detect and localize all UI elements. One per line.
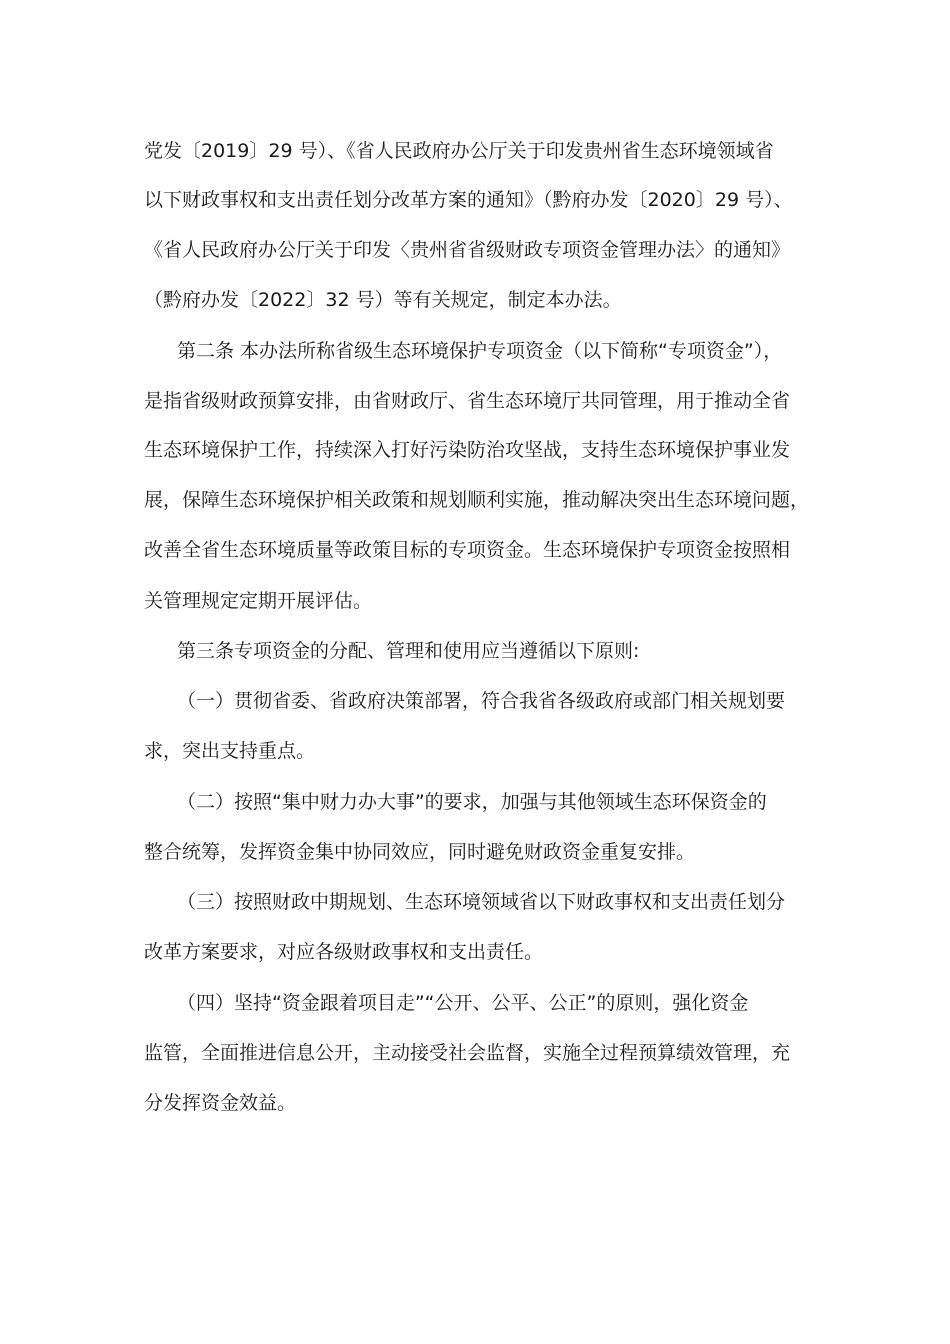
- text-line: 党发〔2019〕29 号）、《省人民政府办公厅关于印发贵州省生态环境领域省: [144, 140, 774, 162]
- principle-4-line: （四）坚持“资金跟着项目走”“公开、公平、公正”的原则，强化资金: [177, 992, 749, 1014]
- principle-3-line: （三）按照财政中期规划、生态环境领域省以下财政事权和支出责任划分: [177, 891, 786, 913]
- text-line: （黔府办发〔2022〕32 号）等有关规定，制定本办法。: [144, 289, 622, 311]
- text-line: 是指省级财政预算安排，由省财政厅、省生态环境厅共同管理，用于推动全省: [144, 390, 791, 412]
- text-line: 分发挥资金效益。: [144, 1092, 297, 1114]
- principle-2-line: （二）按照“集中财力办大事”的要求，加强与其他领域生态环保资金的: [177, 791, 767, 813]
- article-3-heading-line: 第三条专项资金的分配、管理和使用应当遵循以下原则:: [177, 640, 640, 662]
- text-line: 关管理规定定期开展评估。: [144, 590, 373, 612]
- text-line: 展，保障生态环境保护相关政策和规划顺利实施，推动解决突出生态环境问题，: [144, 489, 810, 511]
- text-line: 整合统筹，发挥资金集中协同效应，同时避免财政资金重复安排。: [144, 841, 696, 863]
- text-line: 求，突出支持重点。: [144, 740, 316, 762]
- principle-1-line: （一）贯彻省委、省政府决策部署，符合我省各级政府或部门相关规划要: [177, 690, 786, 712]
- text-line: 改革方案要求，对应各级财政事权和支出责任。: [144, 941, 544, 963]
- text-line: 以下财政事权和支出责任划分改革方案的通知》（黔府办发〔2020〕29 号）、: [144, 189, 793, 211]
- article-2-heading-line: 第二条 本办法所称省级生态环境保护专项资金（以下简称“专项资金”），: [177, 340, 783, 362]
- text-line: 《省人民政府办公厅关于印发〈贵州省省级财政专项资金管理办法〉的通知》: [144, 239, 791, 261]
- text-line: 改善全省生态环境质量等政策目标的专项资金。生态环境保护专项资金按照相: [144, 539, 791, 561]
- text-line: 生态环境保护工作，持续深入打好污染防治攻坚战，支持生态环境保护事业发: [144, 439, 791, 461]
- text-line: 监管，全面推进信息公开，主动接受社会监督，实施全过程预算绩效管理，充: [144, 1042, 791, 1064]
